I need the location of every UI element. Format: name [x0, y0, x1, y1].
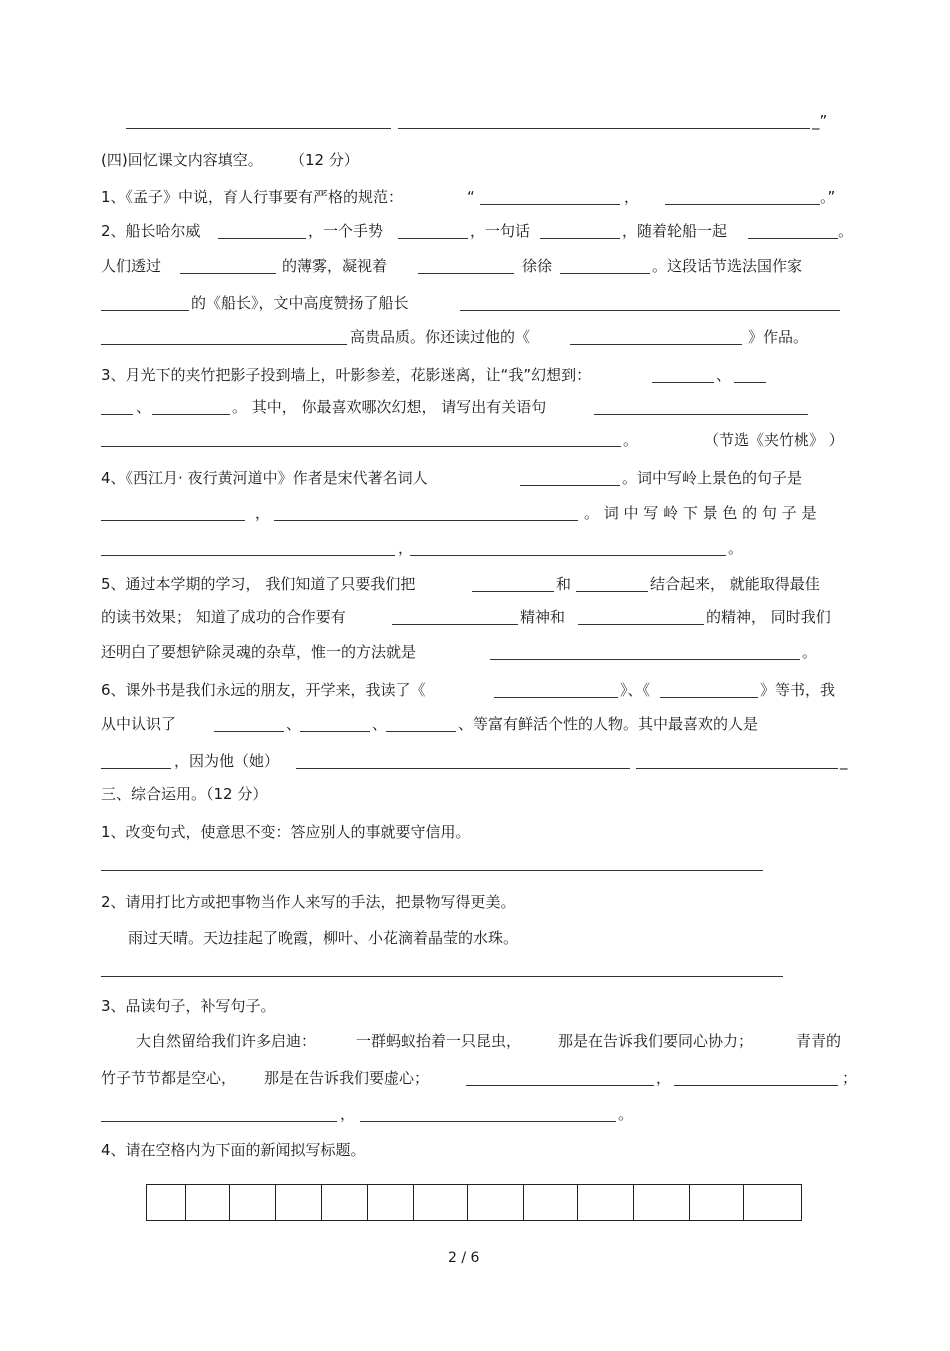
q2-text-10: 的《船长》，文中高度赞扬了船长: [191, 294, 409, 312]
q2-text-7: 的薄雾，凝视着: [282, 257, 388, 275]
q6-text-2: 》、《: [620, 681, 651, 699]
c3-line2-c: ，: [656, 1069, 672, 1087]
section-three-heading: 三、综合运用。（12 分）: [101, 785, 268, 803]
c3-line1-d: 青青的: [796, 1032, 842, 1050]
q4-blank-5[interactable]: [410, 555, 726, 556]
q2-blank-4[interactable]: [748, 238, 838, 239]
q4-text-6: 。: [728, 539, 744, 557]
q2-blank-9[interactable]: [460, 310, 840, 311]
c2-text: 2、请用打比方或把事物当作人来写的手法，把景物写得更美。: [101, 893, 516, 911]
grid-cell[interactable]: [743, 1185, 744, 1220]
q1-comma: ，: [624, 188, 640, 206]
c3-line2-d: ；: [842, 1069, 858, 1087]
q3-source: （节选《夹竹桃》 ）: [704, 431, 844, 449]
grid-cell[interactable]: [577, 1185, 578, 1220]
q2-text-4: ，随着轮船一起: [622, 222, 728, 240]
q3-text-4: 。 其中， 你最喜欢哪次幻想， 请写出有关语句: [232, 398, 547, 416]
q1-text: 1、《孟子》中说，育人行事要有严格的规范：: [101, 188, 404, 206]
q4-text-1: 4、《西江月· 夜行黄河道中》作者是宋代著名词人: [101, 469, 428, 487]
q5-text-3: 结合起来， 就能取得最佳: [650, 575, 820, 593]
section-four-heading: (四)回忆课文内容填空。: [101, 151, 263, 169]
section-four-points: （12 分）: [290, 151, 359, 169]
q2-blank-2[interactable]: [398, 238, 468, 239]
q4-text-5: ，: [398, 539, 414, 557]
q6-blank-3[interactable]: [214, 731, 284, 732]
grid-cell[interactable]: [413, 1185, 414, 1220]
q6-blank-7[interactable]: [296, 768, 630, 769]
q4-text-4: 。 词 中 写 岭 下 景 色 的 句 子 是: [584, 504, 817, 522]
q6-trailing-underscore: _: [840, 752, 848, 770]
q5-blank-2[interactable]: [576, 591, 648, 592]
q2-blank-7[interactable]: [560, 273, 650, 274]
q2-blank-11[interactable]: [570, 344, 742, 345]
grid-cell[interactable]: [275, 1185, 276, 1220]
q2-text-6: 人们透过: [101, 257, 162, 275]
q6-text-7: 、等富有鲜活个性的人物。其中最喜欢的人是: [458, 715, 759, 733]
page-number: 2 / 6: [448, 1250, 480, 1266]
c3-line1-a: 大自然留给我们许多启迪：: [136, 1032, 317, 1050]
c3-blank-1[interactable]: [466, 1085, 654, 1086]
q6-blank-6[interactable]: [101, 768, 171, 769]
answer-line[interactable]: [398, 128, 810, 129]
c1-text: 1、改变句式，使意思不变：答应别人的事就要守信用。: [101, 823, 471, 841]
q4-text-3: ，: [255, 504, 271, 522]
headline-answer-grid[interactable]: [146, 1184, 802, 1221]
q5-text-1: 5、通过本学期的学习， 我们知道了只要我们把: [101, 575, 416, 593]
q6-blank-1[interactable]: [494, 697, 618, 698]
q4-blank-2[interactable]: [101, 520, 245, 521]
closing-quote: _”: [812, 112, 828, 130]
q2-text-3: ，一句话: [470, 222, 531, 240]
q5-text-2: 和: [556, 575, 572, 593]
q4-blank-1[interactable]: [520, 485, 620, 486]
q2-text-1: 2、船长哈尔威: [101, 222, 201, 240]
q4-blank-4[interactable]: [101, 555, 395, 556]
q6-text-4: 从中认识了: [101, 715, 177, 733]
c3-line1-c: 那是在告诉我们要同心协力；: [558, 1032, 754, 1050]
q5-blank-4[interactable]: [578, 624, 704, 625]
c3-text: 3、品读句子，补写句子。: [101, 997, 276, 1015]
q5-blank-1[interactable]: [472, 591, 554, 592]
q3-blank-6[interactable]: [101, 446, 621, 447]
c3-line2-b: 那是在告诉我们要虚心；: [264, 1069, 430, 1087]
q2-text-11: 高贵品质。你还读过他的《: [350, 328, 531, 346]
c3-line3-a: ，: [340, 1105, 356, 1123]
q3-blank-1[interactable]: [652, 382, 714, 383]
q2-blank-8[interactable]: [101, 310, 189, 311]
q6-text-8: ，因为他（她）: [174, 752, 280, 770]
c1-answer-line[interactable]: [101, 870, 763, 871]
q6-text-1: 6、课外书是我们永远的朋友，开学来，我读了《: [101, 681, 426, 699]
c3-blank-2[interactable]: [674, 1085, 838, 1086]
q3-text-2: 、: [716, 366, 732, 384]
q1-blank-2[interactable]: [665, 204, 820, 205]
c3-line3-b: 。: [618, 1105, 634, 1123]
grid-cell[interactable]: [689, 1185, 690, 1220]
q5-text-8: 。: [802, 643, 818, 661]
q2-text-2: ，一个手势: [308, 222, 384, 240]
grid-cell[interactable]: [633, 1185, 634, 1220]
q6-text-3: 》等书，我: [760, 681, 836, 699]
q6-blank-2[interactable]: [660, 697, 758, 698]
q6-blank-4[interactable]: [300, 731, 370, 732]
q3-blank-5[interactable]: [594, 414, 808, 415]
q6-text-6: 、: [372, 715, 388, 733]
c4-text: 4、请在空格内为下面的新闻拟写标题。: [101, 1141, 366, 1159]
q3-blank-2[interactable]: [734, 382, 766, 383]
q5-blank-3[interactable]: [392, 624, 518, 625]
q2-blank-6[interactable]: [418, 273, 514, 274]
q2-blank-1[interactable]: [218, 238, 306, 239]
q2-text-9: 。这段话节选法国作家: [652, 257, 803, 275]
c3-line2-a: 竹子节节都是空心，: [101, 1069, 237, 1087]
c2-answer-line[interactable]: [101, 976, 783, 977]
q6-text-5: 、: [286, 715, 302, 733]
answer-line[interactable]: [126, 128, 391, 129]
q1-end: 。”: [820, 188, 836, 206]
q1-blank-1[interactable]: [480, 204, 620, 205]
q3-blank-4[interactable]: [152, 414, 230, 415]
q6-blank-8[interactable]: [636, 768, 838, 769]
grid-cell[interactable]: [185, 1185, 186, 1220]
q2-blank-3[interactable]: [540, 238, 620, 239]
grid-cell[interactable]: [467, 1185, 468, 1220]
grid-cell[interactable]: [229, 1185, 230, 1220]
c3-blank-3[interactable]: [101, 1121, 337, 1122]
q1-open-quote: “: [467, 188, 475, 206]
q6-blank-5[interactable]: [386, 731, 456, 732]
q2-text-5: 。: [838, 222, 854, 240]
grid-cell[interactable]: [367, 1185, 368, 1220]
q3-text-3: 、: [136, 398, 152, 416]
grid-cell[interactable]: [523, 1185, 524, 1220]
q3-blank-3[interactable]: [101, 414, 133, 415]
q5-text-6: 的精神， 同时我们: [706, 608, 831, 626]
c3-line1-b: 一群蚂蚁抬着一只昆虫，: [356, 1032, 522, 1050]
q3-text-5: 。: [623, 431, 639, 449]
q2-blank-10[interactable]: [101, 344, 347, 345]
q2-text-8: 徐徐: [522, 257, 553, 275]
q5-blank-5[interactable]: [490, 659, 800, 660]
q5-text-7: 还明白了要想铲除灵魂的杂草，惟一的方法就是: [101, 643, 417, 661]
q2-text-12: 》作品。: [748, 328, 809, 346]
q5-text-5: 精神和: [520, 608, 566, 626]
c3-blank-4[interactable]: [360, 1121, 616, 1122]
q4-text-2: 。词中写岭上景色的句子是: [622, 469, 803, 487]
q4-blank-3[interactable]: [274, 520, 578, 521]
q2-blank-5[interactable]: [180, 273, 276, 274]
c2-sentence: 雨过天晴。天边挂起了晚霞，柳叶、小花滴着晶莹的水珠。: [128, 929, 519, 947]
q3-text-1: 3、月光下的夹竹把影子投到墙上，叶影参差，花影迷离，让“我”幻想到：: [101, 366, 592, 384]
grid-cell[interactable]: [321, 1185, 322, 1220]
q5-text-4: 的读书效果； 知道了成功的合作要有: [101, 608, 346, 626]
